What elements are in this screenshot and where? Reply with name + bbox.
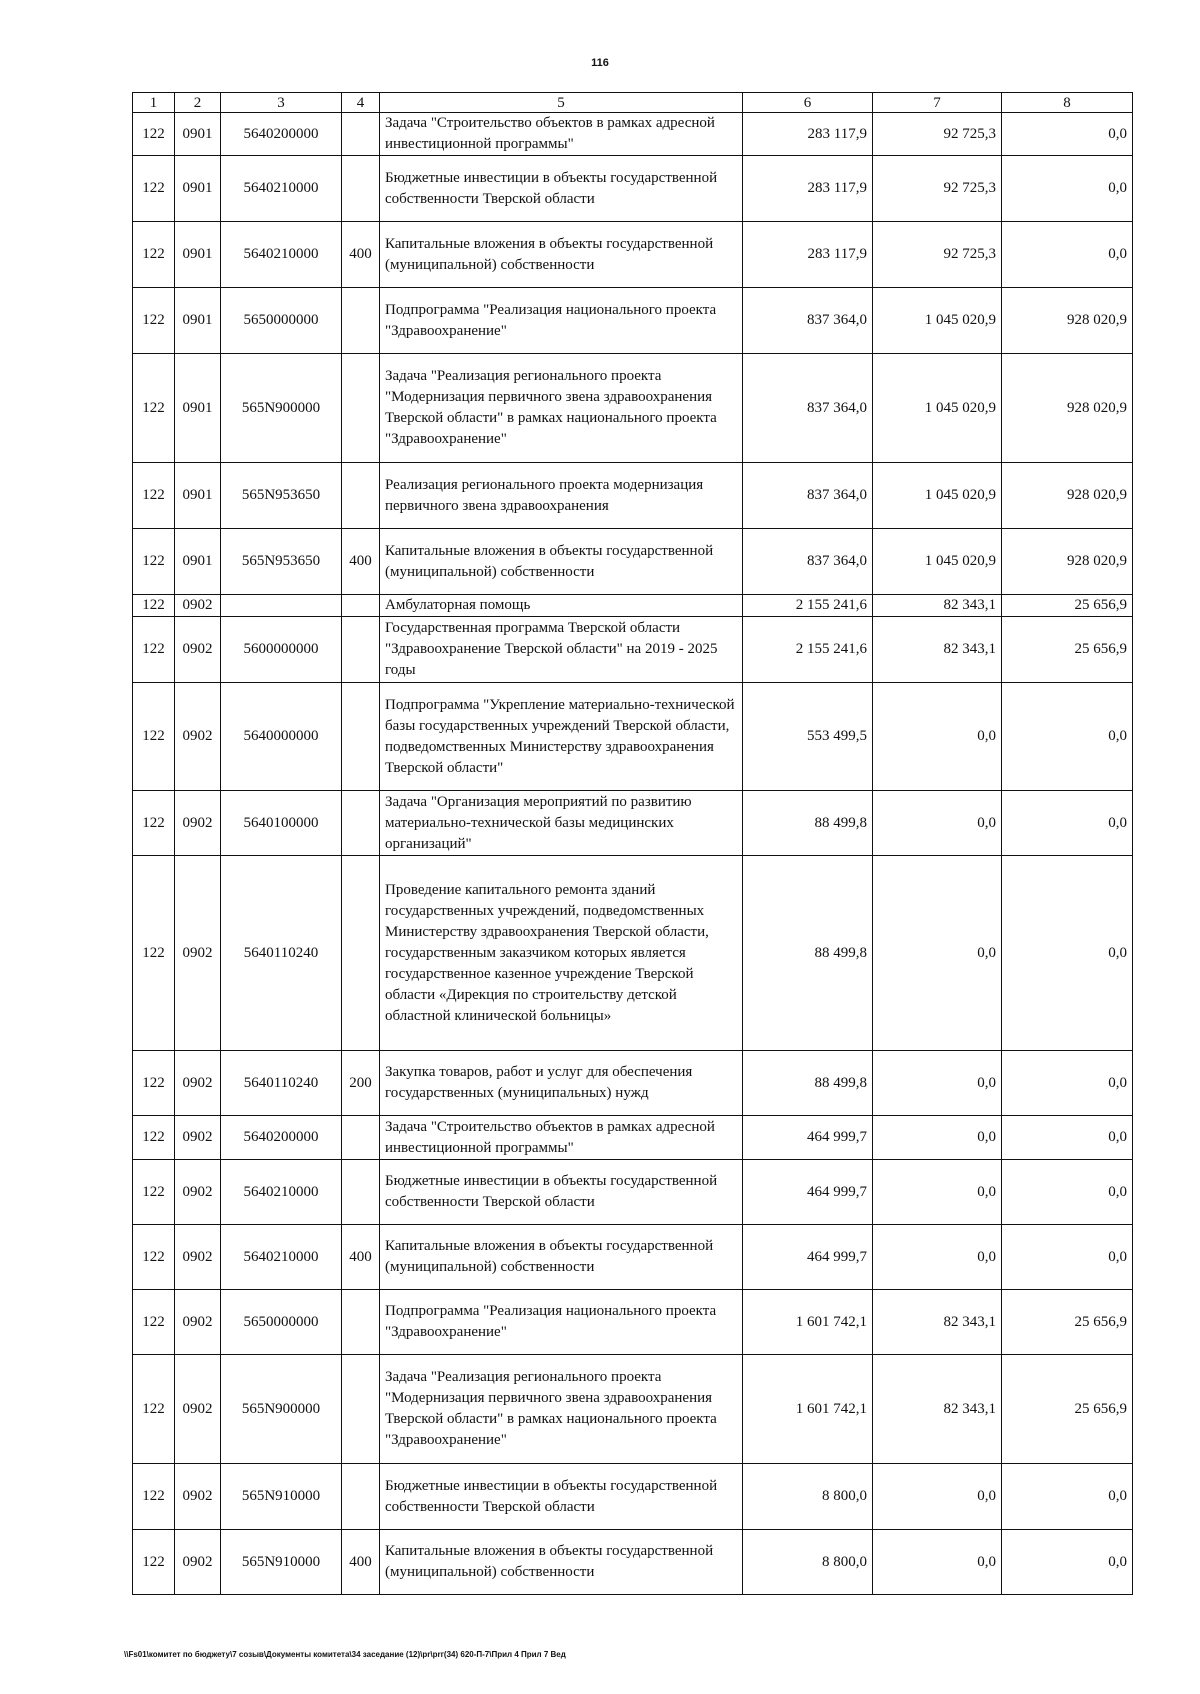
item-description: Подпрограмма "Укрепление материально-технической базы государственных учреждений Тверской области, подведомственных Министерству здравоохранения Тверской области" (380, 683, 743, 791)
expense-type-code (342, 113, 380, 156)
table-row (133, 463, 1133, 529)
section-code: 0902 (175, 856, 221, 1051)
item-description: Задача "Строительство объектов в рамках адресной инвестиционной программы" (380, 1116, 743, 1160)
expense-type-code (342, 156, 380, 222)
expense-type-code (342, 354, 380, 463)
item-description: Проведение капитального ремонта зданий государственных учреждений, подведомственных Министерству здравоохранения Тверской области, государственным заказчиком которых является государственное казенное учреждение Тверской области «Дирекция по строительству детской областной клинической больницы» (380, 856, 743, 1051)
amount-col6: 837 364,0 (743, 288, 873, 354)
item-description: Капитальные вложения в объекты государственной (муниципальной) собственности (380, 1225, 743, 1290)
target-article-code: 5640210000 (221, 156, 342, 222)
section-code: 0901 (175, 463, 221, 529)
column-header: 2 (175, 93, 221, 113)
table-row (133, 617, 1133, 683)
amount-col8: 928 020,9 (1002, 463, 1133, 529)
amount-col6: 837 364,0 (743, 463, 873, 529)
column-header: 4 (342, 93, 380, 113)
amount-col6: 1 601 742,1 (743, 1290, 873, 1355)
expense-type-code: 400 (342, 222, 380, 288)
ministry-code: 122 (133, 1530, 175, 1595)
expense-type-code: 400 (342, 529, 380, 595)
amount-col6: 464 999,7 (743, 1116, 873, 1160)
table-row (133, 1355, 1133, 1464)
item-description: Капитальные вложения в объекты государственной (муниципальной) собственности (380, 222, 743, 288)
amount-col7: 82 343,1 (873, 1290, 1002, 1355)
expense-type-code (342, 1160, 380, 1225)
amount-col7: 92 725,3 (873, 113, 1002, 156)
amount-col8: 0,0 (1002, 1225, 1133, 1290)
amount-col6: 464 999,7 (743, 1225, 873, 1290)
amount-col6: 88 499,8 (743, 856, 873, 1051)
item-description: Капитальные вложения в объекты государственной (муниципальной) собственности (380, 529, 743, 595)
amount-col8: 25 656,9 (1002, 1290, 1133, 1355)
amount-col7: 0,0 (873, 683, 1002, 791)
ministry-code: 122 (133, 529, 175, 595)
item-description: Закупка товаров, работ и услуг для обеспечения государственных (муниципальных) нужд (380, 1051, 743, 1116)
expense-type-code (342, 463, 380, 529)
footer-file-path: \\Fs01\комитет по бюджету\7 созыв\Документы комитета\34 заседание (12)\pr\prг(34) 620-П-7\Прил 4 Прил 7 Вед (124, 1650, 566, 1659)
amount-col6: 283 117,9 (743, 222, 873, 288)
table-row (133, 113, 1133, 156)
amount-col8: 25 656,9 (1002, 617, 1133, 683)
amount-col6: 8 800,0 (743, 1530, 873, 1595)
target-article-code: 565N910000 (221, 1464, 342, 1530)
amount-col7: 0,0 (873, 1464, 1002, 1530)
amount-col6: 283 117,9 (743, 156, 873, 222)
amount-col6: 837 364,0 (743, 354, 873, 463)
section-code: 0901 (175, 354, 221, 463)
amount-col7: 0,0 (873, 1225, 1002, 1290)
ministry-code: 122 (133, 1116, 175, 1160)
expense-type-code (342, 791, 380, 856)
table-row (133, 1051, 1133, 1116)
amount-col7: 82 343,1 (873, 1355, 1002, 1464)
amount-col6: 837 364,0 (743, 529, 873, 595)
amount-col6: 2 155 241,6 (743, 595, 873, 617)
item-description: Задача "Реализация регионального проекта "Модернизация первичного звена здравоохранения Тверской области" в рамках национального проекта "Здравоохранение" (380, 354, 743, 463)
expense-type-code (342, 1464, 380, 1530)
amount-col7: 0,0 (873, 791, 1002, 856)
expense-type-code (342, 617, 380, 683)
column-header: 7 (873, 93, 1002, 113)
amount-col8: 928 020,9 (1002, 529, 1133, 595)
target-article-code: 5640110240 (221, 856, 342, 1051)
target-article-code: 5650000000 (221, 1290, 342, 1355)
amount-col8: 0,0 (1002, 156, 1133, 222)
table-row (133, 1464, 1133, 1530)
table-row (133, 595, 1133, 617)
item-description: Задача "Организация мероприятий по развитию материально-технической базы медицинских организаций" (380, 791, 743, 856)
target-article-code (221, 595, 342, 617)
ministry-code: 122 (133, 683, 175, 791)
expense-type-code: 400 (342, 1530, 380, 1595)
ministry-code: 122 (133, 617, 175, 683)
item-description: Подпрограмма "Реализация национального проекта "Здравоохранение" (380, 1290, 743, 1355)
page-number: 116 (591, 57, 609, 69)
target-article-code: 565N953650 (221, 463, 342, 529)
expense-type-code (342, 288, 380, 354)
section-code: 0902 (175, 1355, 221, 1464)
item-description: Задача "Реализация регионального проекта "Модернизация первичного звена здравоохранения Тверской области" в рамках национального проекта "Здравоохранение" (380, 1355, 743, 1464)
amount-col7: 0,0 (873, 1051, 1002, 1116)
amount-col6: 88 499,8 (743, 1051, 873, 1116)
section-code: 0902 (175, 1225, 221, 1290)
ministry-code: 122 (133, 1160, 175, 1225)
amount-col6: 8 800,0 (743, 1464, 873, 1530)
table-row (133, 288, 1133, 354)
expense-type-code (342, 1355, 380, 1464)
section-code: 0902 (175, 595, 221, 617)
amount-col7: 0,0 (873, 856, 1002, 1051)
target-article-code: 5640200000 (221, 113, 342, 156)
table-row (133, 1225, 1133, 1290)
item-description: Реализация регионального проекта модернизация первичного звена здравоохранения (380, 463, 743, 529)
amount-col8: 0,0 (1002, 683, 1133, 791)
amount-col8: 928 020,9 (1002, 354, 1133, 463)
amount-col8: 0,0 (1002, 222, 1133, 288)
amount-col7: 92 725,3 (873, 156, 1002, 222)
amount-col7: 82 343,1 (873, 617, 1002, 683)
section-code: 0902 (175, 1290, 221, 1355)
amount-col8: 0,0 (1002, 1464, 1133, 1530)
amount-col6: 88 499,8 (743, 791, 873, 856)
expense-type-code (342, 1116, 380, 1160)
ministry-code: 122 (133, 856, 175, 1051)
ministry-code: 122 (133, 222, 175, 288)
amount-col6: 2 155 241,6 (743, 617, 873, 683)
ministry-code: 122 (133, 463, 175, 529)
target-article-code: 565N900000 (221, 1355, 342, 1464)
column-header: 3 (221, 93, 342, 113)
target-article-code: 5600000000 (221, 617, 342, 683)
item-description: Амбулаторная помощь (380, 595, 743, 617)
table-row (133, 156, 1133, 222)
column-header: 6 (743, 93, 873, 113)
amount-col8: 0,0 (1002, 1160, 1133, 1225)
table-body (133, 113, 1133, 1595)
column-header: 8 (1002, 93, 1133, 113)
table-row (133, 683, 1133, 791)
section-code: 0902 (175, 1051, 221, 1116)
table-row (133, 1160, 1133, 1225)
amount-col8: 0,0 (1002, 1116, 1133, 1160)
amount-col7: 0,0 (873, 1530, 1002, 1595)
amount-col7: 1 045 020,9 (873, 463, 1002, 529)
amount-col7: 1 045 020,9 (873, 354, 1002, 463)
section-code: 0902 (175, 1464, 221, 1530)
ministry-code: 122 (133, 113, 175, 156)
target-article-code: 5640210000 (221, 1160, 342, 1225)
item-description: Подпрограмма "Реализация национального проекта "Здравоохранение" (380, 288, 743, 354)
section-code: 0902 (175, 1530, 221, 1595)
ministry-code: 122 (133, 288, 175, 354)
amount-col8: 928 020,9 (1002, 288, 1133, 354)
amount-col6: 553 499,5 (743, 683, 873, 791)
target-article-code: 5640100000 (221, 791, 342, 856)
ministry-code: 122 (133, 156, 175, 222)
target-article-code: 565N910000 (221, 1530, 342, 1595)
amount-col6: 464 999,7 (743, 1160, 873, 1225)
amount-col8: 0,0 (1002, 791, 1133, 856)
table-row (133, 354, 1133, 463)
table-row (133, 1530, 1133, 1595)
section-code: 0901 (175, 288, 221, 354)
column-header: 5 (380, 93, 743, 113)
header-row (133, 93, 1133, 113)
ministry-code: 122 (133, 1355, 175, 1464)
expense-type-code: 200 (342, 1051, 380, 1116)
amount-col8: 0,0 (1002, 1530, 1133, 1595)
amount-col8: 25 656,9 (1002, 1355, 1133, 1464)
section-code: 0902 (175, 683, 221, 791)
section-code: 0901 (175, 113, 221, 156)
target-article-code: 565N953650 (221, 529, 342, 595)
ministry-code: 122 (133, 354, 175, 463)
amount-col7: 82 343,1 (873, 595, 1002, 617)
amount-col8: 25 656,9 (1002, 595, 1133, 617)
ministry-code: 122 (133, 1225, 175, 1290)
amount-col8: 0,0 (1002, 856, 1133, 1051)
budget-table (132, 92, 1133, 1595)
amount-col6: 283 117,9 (743, 113, 873, 156)
section-code: 0901 (175, 222, 221, 288)
amount-col8: 0,0 (1002, 1051, 1133, 1116)
expense-type-code (342, 683, 380, 791)
expense-type-code: 400 (342, 1225, 380, 1290)
amount-col7: 1 045 020,9 (873, 288, 1002, 354)
ministry-code: 122 (133, 595, 175, 617)
target-article-code: 5640200000 (221, 1116, 342, 1160)
expense-type-code (342, 1290, 380, 1355)
table-row (133, 1116, 1133, 1160)
expense-type-code (342, 856, 380, 1051)
section-code: 0901 (175, 529, 221, 595)
target-article-code: 565N900000 (221, 354, 342, 463)
table-row (133, 856, 1133, 1051)
section-code: 0902 (175, 791, 221, 856)
amount-col7: 92 725,3 (873, 222, 1002, 288)
amount-col6: 1 601 742,1 (743, 1355, 873, 1464)
ministry-code: 122 (133, 791, 175, 856)
target-article-code: 5640210000 (221, 1225, 342, 1290)
section-code: 0902 (175, 1160, 221, 1225)
ministry-code: 122 (133, 1464, 175, 1530)
target-article-code: 5640000000 (221, 683, 342, 791)
item-description: Бюджетные инвестиции в объекты государственной собственности Тверской области (380, 1464, 743, 1530)
table-row (133, 222, 1133, 288)
column-header: 1 (133, 93, 175, 113)
section-code: 0902 (175, 1116, 221, 1160)
item-description: Бюджетные инвестиции в объекты государственной собственности Тверской области (380, 1160, 743, 1225)
ministry-code: 122 (133, 1290, 175, 1355)
section-code: 0902 (175, 617, 221, 683)
item-description: Государственная программа Тверской области "Здравоохранение Тверской области" на 2019 - 2025 годы (380, 617, 743, 683)
target-article-code: 5650000000 (221, 288, 342, 354)
item-description: Бюджетные инвестиции в объекты государственной собственности Тверской области (380, 156, 743, 222)
target-article-code: 5640110240 (221, 1051, 342, 1116)
table-row (133, 1290, 1133, 1355)
amount-col7: 1 045 020,9 (873, 529, 1002, 595)
amount-col7: 0,0 (873, 1160, 1002, 1225)
amount-col7: 0,0 (873, 1116, 1002, 1160)
table-row (133, 791, 1133, 856)
table-row (133, 529, 1133, 595)
expense-type-code (342, 595, 380, 617)
item-description: Задача "Строительство объектов в рамках адресной инвестиционной программы" (380, 113, 743, 156)
target-article-code: 5640210000 (221, 222, 342, 288)
amount-col8: 0,0 (1002, 113, 1133, 156)
ministry-code: 122 (133, 1051, 175, 1116)
section-code: 0901 (175, 156, 221, 222)
item-description: Капитальные вложения в объекты государственной (муниципальной) собственности (380, 1530, 743, 1595)
